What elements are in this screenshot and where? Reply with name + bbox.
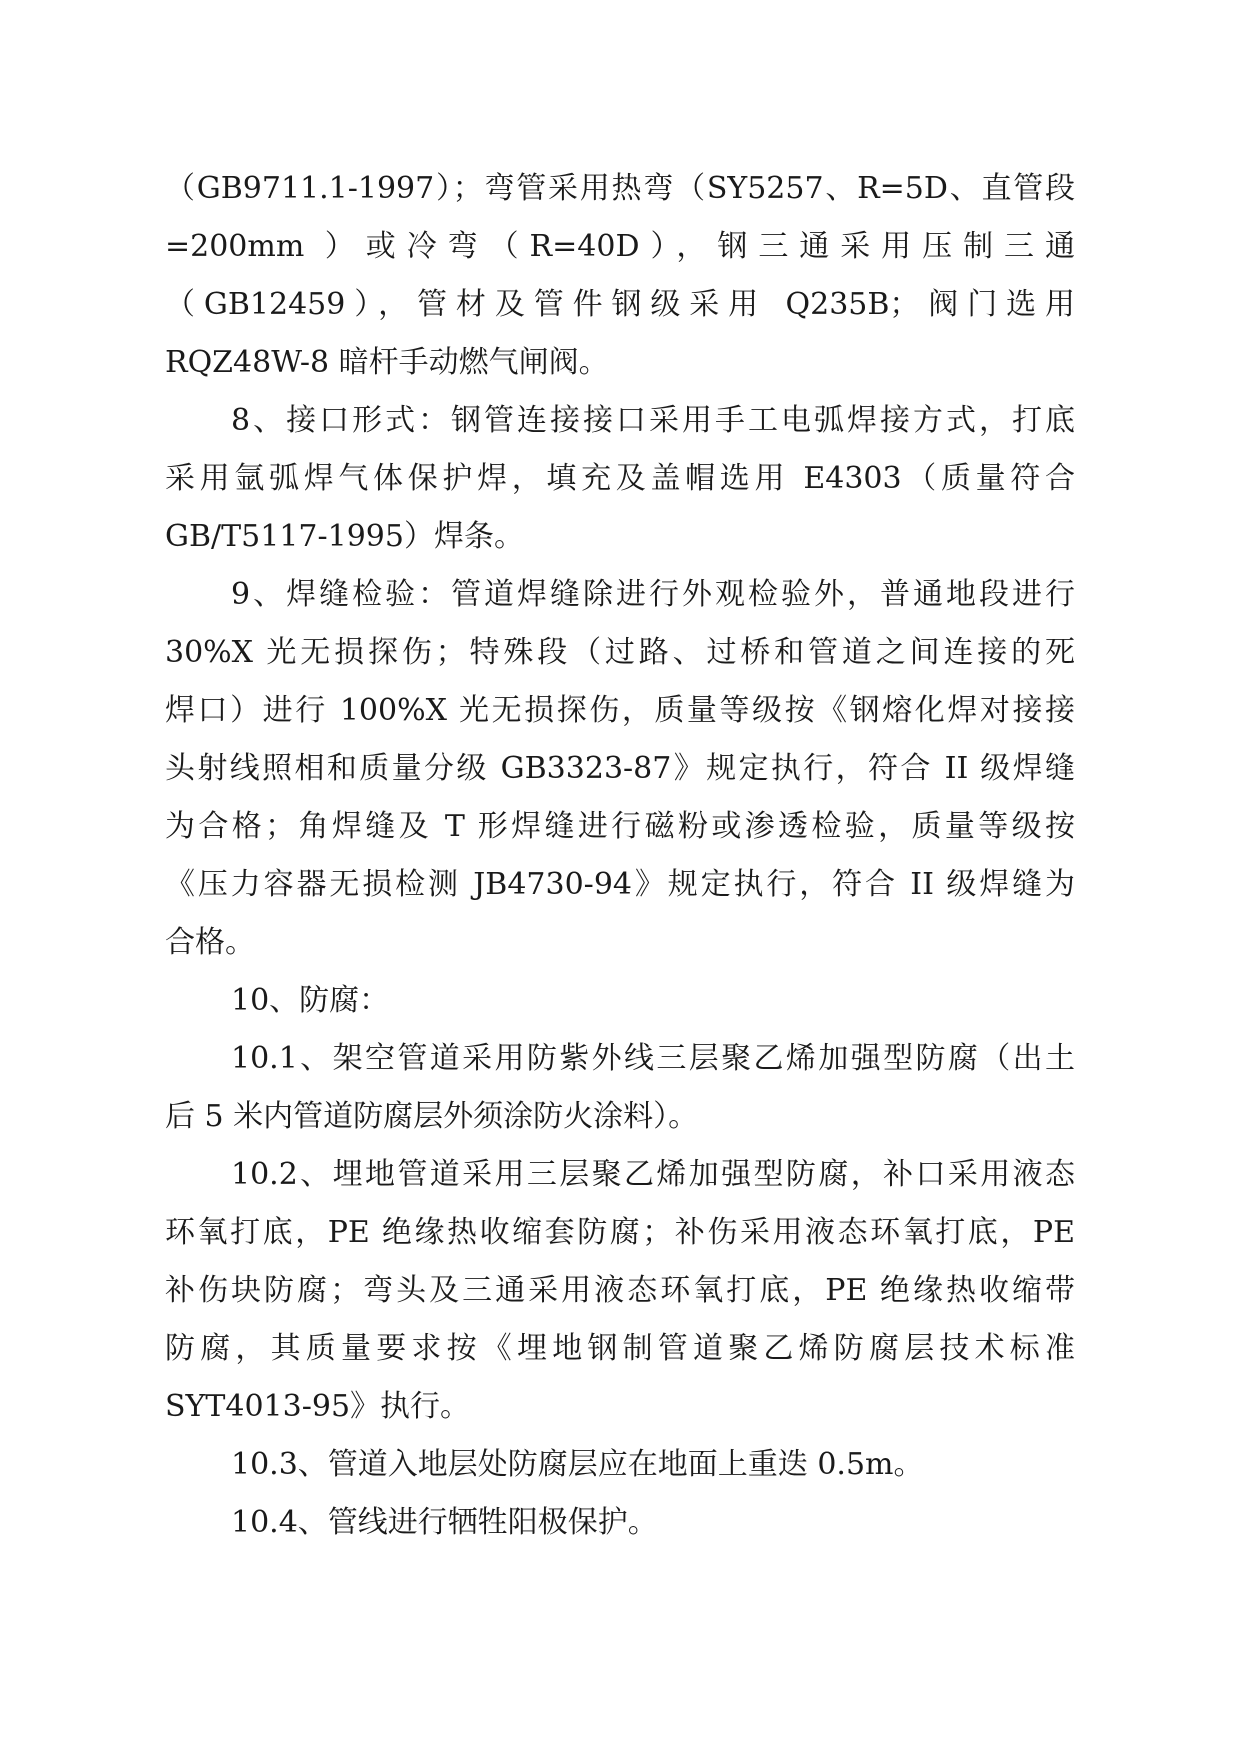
- text-line: RQZ48W-8 暗杆手动燃气闸阀。: [165, 345, 609, 380]
- document-body: [165, 160, 1075, 1552]
- text-line: 30%X 光无损探伤；特殊段（过路、过桥和管道之间连接的死: [165, 635, 1075, 670]
- text-line: （GB9711.1-1997）；弯管采用热弯（SY5257、R=5D、直管段: [165, 171, 1075, 206]
- text-line: 9、焊缝检验：管道焊缝除进行外观检验外，普通地段进行: [231, 577, 1075, 612]
- text-line: 采用氩弧焊气体保护焊，填充及盖帽选用 E4303（质量符合: [165, 461, 1075, 496]
- text-line: 后 5 米内管道防腐层外须涂防火涂料）。: [165, 1099, 699, 1134]
- text-line: （GB12459），管材及管件钢级采用 Q235B；阀门选用: [165, 287, 1075, 322]
- text-line: 10.4、管线进行牺牲阳极保护。: [231, 1505, 658, 1540]
- text-line: 8、接口形式：钢管连接接口采用手工电弧焊接方式，打底: [231, 403, 1075, 438]
- text-line: GB/T5117-1995）焊条。: [165, 519, 524, 554]
- text-line: 头射线照相和质量分级 GB3323-87》规定执行，符合 II 级焊缝: [165, 751, 1075, 786]
- text-line: 10.3、管道入地层处防腐层应在地面上重迭 0.5m。: [231, 1447, 924, 1482]
- text-line: 补伤块防腐；弯头及三通采用液态环氧打底，PE 绝缘热收缩带: [165, 1273, 1075, 1308]
- text-line: 为合格；角焊缝及 T 形焊缝进行磁粉或渗透检验，质量等级按: [165, 809, 1075, 844]
- text-line: SYT4013-95》执行。: [165, 1389, 471, 1424]
- text-line: 10.1、架空管道采用防紫外线三层聚乙烯加强型防腐（出土: [231, 1041, 1075, 1076]
- text-line: 焊口）进行 100%X 光无损探伤，质量等级按《钢熔化焊对接接: [165, 693, 1075, 728]
- text-line: 10、防腐：: [231, 983, 390, 1018]
- text-line: 防腐，其质量要求按《埋地钢制管道聚乙烯防腐层技术标准: [165, 1331, 1075, 1366]
- text-line: 合格。: [165, 925, 255, 960]
- text-line: 《压力容器无损检测 JB4730-94》规定执行，符合 II 级焊缝为: [165, 867, 1075, 902]
- text-line: =200mm ）或冷弯（R=40D），钢三通采用压制三通: [165, 229, 1075, 264]
- text-line: 10.2、埋地管道采用三层聚乙烯加强型防腐，补口采用液态: [231, 1157, 1075, 1192]
- text-line: 环氧打底，PE 绝缘热收缩套防腐；补伤采用液态环氧打底，PE: [165, 1215, 1075, 1250]
